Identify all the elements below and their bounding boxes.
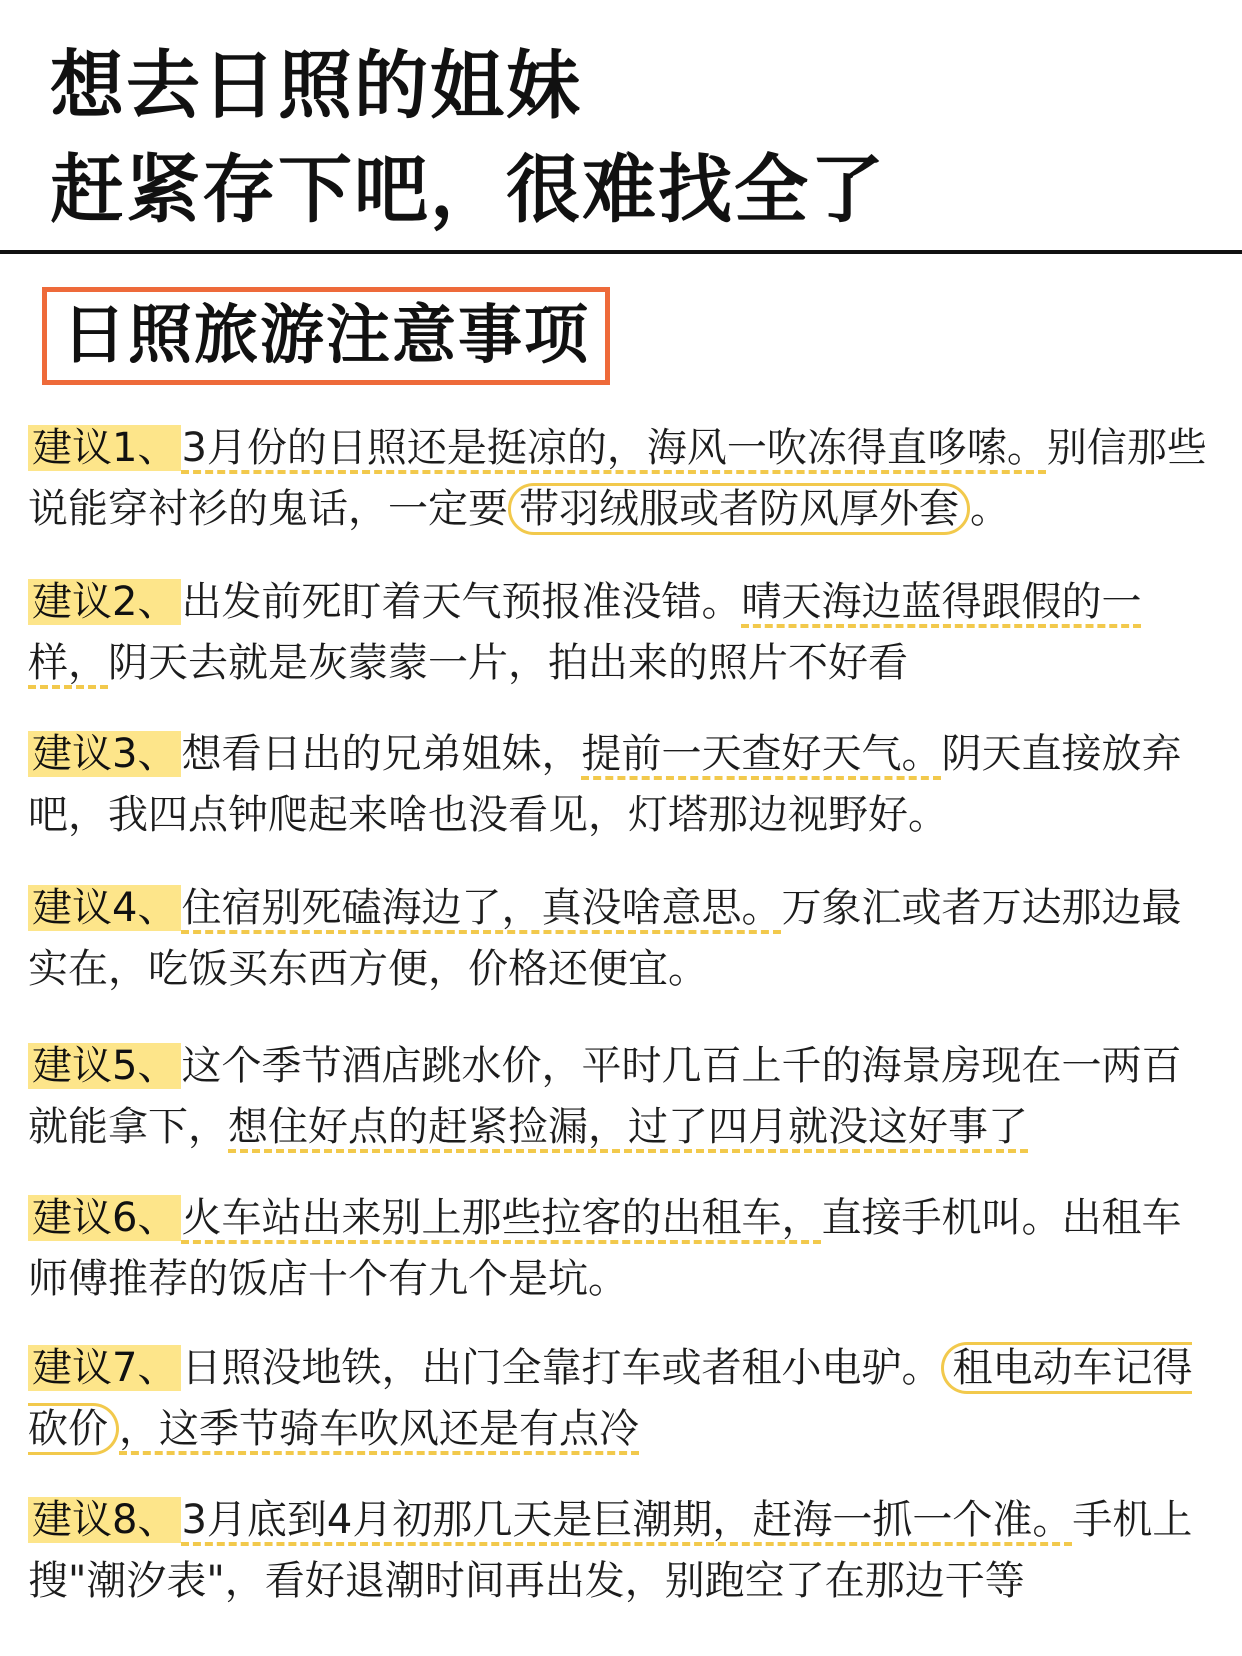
tip-underlined-text: 3月底到4月初那几天是巨潮期，赶海一抓一个准。 bbox=[181, 1497, 1073, 1543]
tip-label: 建议5、 bbox=[28, 1043, 181, 1089]
tip-underlined-text: 想住好点的赶紧捡漏，过了四月就没这好事了 bbox=[228, 1104, 1028, 1150]
tip-circled-text: 带羽绒服或者防风厚外套 bbox=[508, 483, 970, 535]
headline-line-2: 赶紧存下吧，很难找全了 bbox=[50, 147, 886, 233]
header-divider bbox=[0, 250, 1242, 254]
tip-text: 阴天去就是灰蒙蒙一片，拍出来的照片不好看 bbox=[108, 640, 908, 686]
tip-label: 建议7、 bbox=[28, 1345, 181, 1391]
tip-underlined-text: ，这季节骑车吹风还是有点冷 bbox=[119, 1406, 639, 1452]
tip-underlined-text: 提前一天查好天气。 bbox=[581, 731, 942, 777]
tip-label: 建议3、 bbox=[28, 731, 181, 777]
tip-item-1 bbox=[28, 418, 1214, 540]
tip-text: 。 bbox=[970, 486, 1010, 532]
tip-item-7 bbox=[28, 1338, 1214, 1460]
tip-underlined-text: 住宿别死磕海边了，真没啥意思。 bbox=[181, 885, 782, 931]
tip-label: 建议8、 bbox=[28, 1497, 181, 1543]
tip-underlined-text: 晴天海边蓝得跟假的一样， bbox=[28, 579, 1142, 686]
tip-item-4 bbox=[28, 878, 1214, 1000]
section-title-box: 日照旅游注意事项 bbox=[42, 287, 610, 385]
tip-item-5 bbox=[28, 1036, 1214, 1158]
tip-item-2 bbox=[28, 572, 1214, 694]
tip-circled-text: 租电动车记得砍价 bbox=[28, 1342, 1192, 1455]
headline-line-1: 想去日照的姐妹 bbox=[50, 43, 582, 129]
tip-underlined-text: 火车站出来别上那些拉客的出租车， bbox=[181, 1195, 822, 1241]
tip-text: 出发前死盯着天气预报准没错。 bbox=[181, 579, 742, 625]
tip-text: 这个季节酒店跳水价，平时几百上千的海景房现在一两百就能拿下， bbox=[28, 1043, 1182, 1150]
tip-underlined-text: 3月份的日照还是挺凉的，海风一吹冻得直哆嗦。 bbox=[181, 425, 1047, 471]
page-header bbox=[50, 34, 1200, 242]
tip-item-3 bbox=[28, 724, 1214, 846]
tip-label: 建议1、 bbox=[28, 425, 181, 471]
tip-label: 建议6、 bbox=[28, 1195, 181, 1241]
tip-text: 阴天直接放弃吧，我四点钟爬起来啥也没看见，灯塔那边视野好。 bbox=[28, 731, 1182, 838]
tips-list bbox=[28, 418, 1214, 1612]
tip-item-8 bbox=[28, 1490, 1214, 1612]
tip-label: 建议4、 bbox=[28, 885, 181, 931]
tip-label: 建议2、 bbox=[28, 579, 181, 625]
tip-item-6 bbox=[28, 1188, 1214, 1310]
tip-text: 直接手机叫。出租车师傅推荐的饭店十个有九个是坑。 bbox=[28, 1195, 1182, 1302]
tip-text: 别信那些说能穿衬衫的鬼话，一定要 bbox=[28, 425, 1207, 532]
tip-text: 想看日出的兄弟姐妹， bbox=[181, 731, 582, 777]
tip-text: 万象汇或者万达那边最实在，吃饭买东西方便，价格还便宜。 bbox=[28, 885, 1182, 992]
tip-text: 手机上搜"潮汐表"，看好退潮时间再出发，别跑空了在那边干等 bbox=[28, 1497, 1193, 1604]
tip-text: 日照没地铁，出门全靠打车或者租小电驴。 bbox=[181, 1345, 942, 1391]
